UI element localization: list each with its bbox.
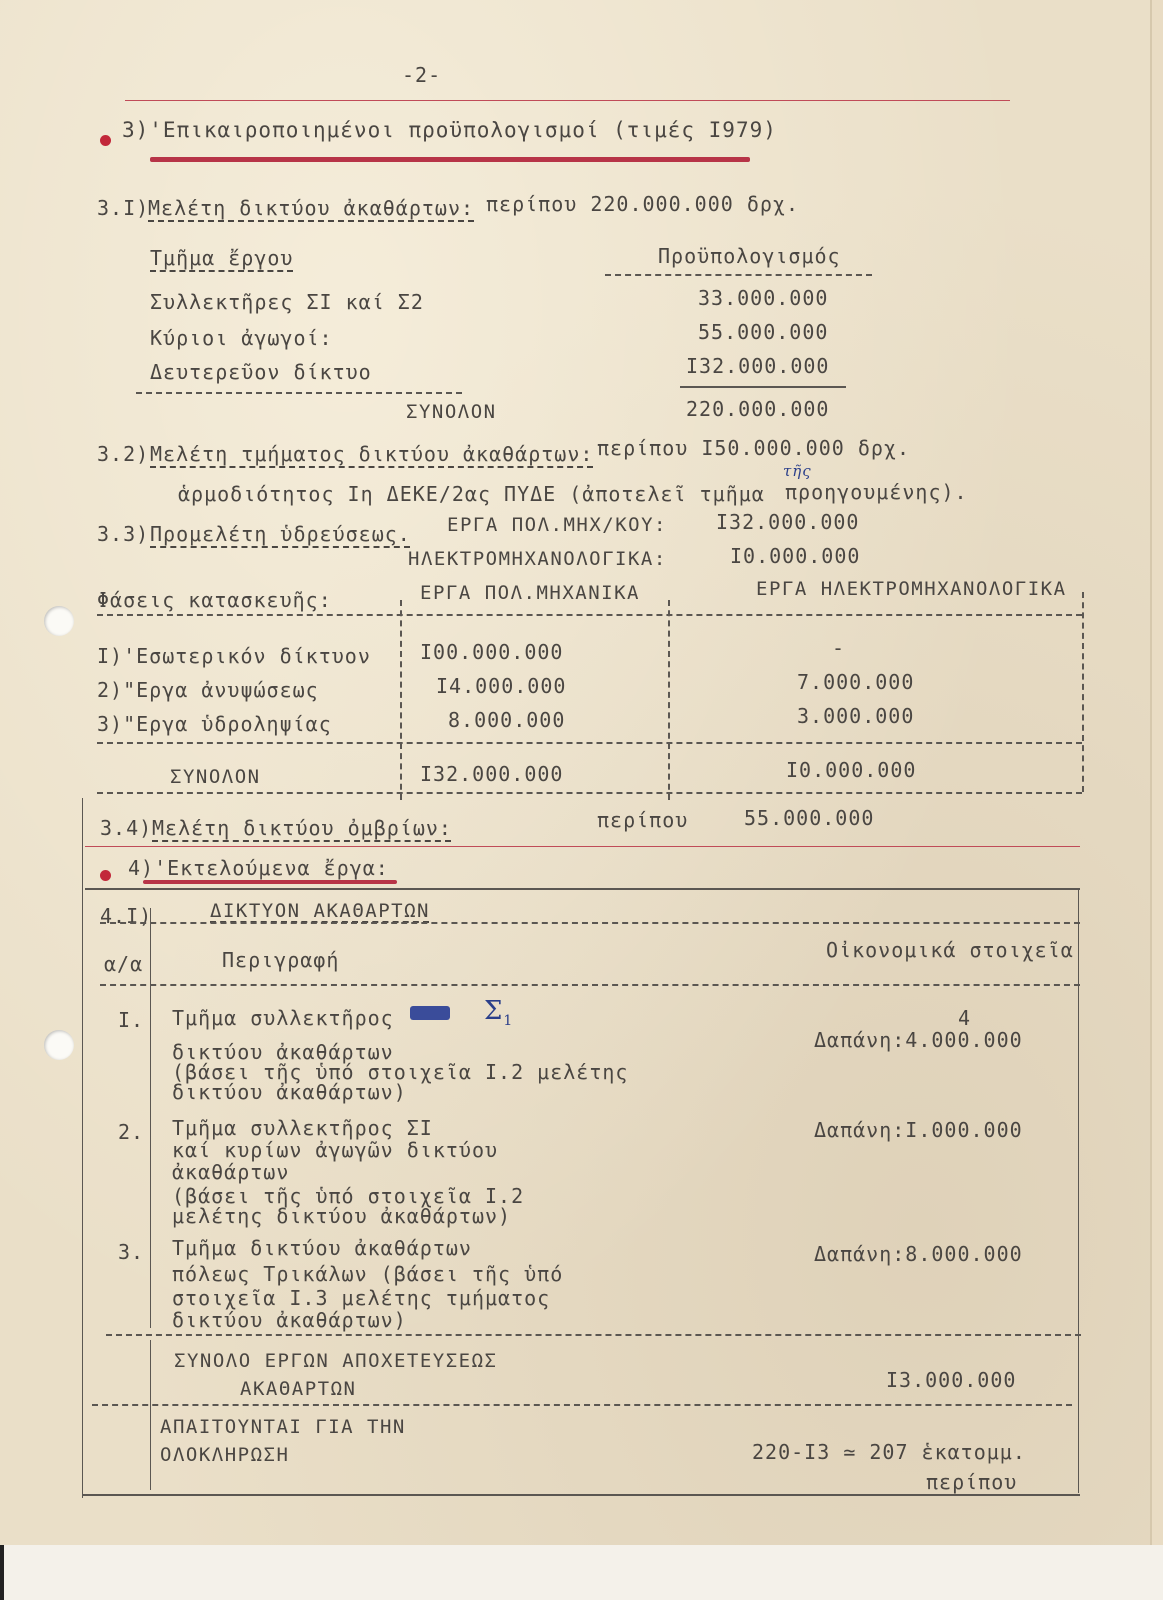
s41-item3-num: 3. [118,1240,145,1264]
s33-row1-civil: Ι00.000.000 [420,640,564,664]
s31-text: περίπου 220.000.000 δρχ. [486,192,799,216]
rule [82,1494,1080,1496]
handwritten-sigma: $\Sigma_1$ [484,996,514,1030]
s41-title: ΔΙΚΤΥΟΝ ΑΚΑΘΑΡΤΩΝ [210,900,430,922]
s31-row1-value: 33.000.000 [698,286,829,310]
s34-text1: περίπου [597,808,689,832]
s32-text: περίπου Ι50.000.000 δρχ. [597,436,910,460]
s31-row3-label: Δευτερεῦον δίκτυο [150,360,372,384]
rule [680,386,846,388]
s33-col-electro: ΕΡΓΑ ΗΛΕΚΤΡΟΜΗΧΑΝΟΛΟΓΙΚΑ [756,578,1067,600]
s41-item3-line2: πόλεως Τρικάλων (βάσει τῆς ὑπό [172,1262,564,1286]
rule [82,798,83,1498]
s31-title: Μελέτη δικτύου ἀκαθάρτων: [148,196,475,220]
s31-row1-label: Συλλεκτῆρες ΣΙ καί Σ2 [150,290,424,314]
red-rule [85,846,1080,847]
s33-row3-label: 3)"Εργα ὑδροληψίας [97,712,332,736]
s41-item1-line1: Τμῆμα συλλεκτῆρος [172,1006,394,1030]
section4-title: 4)'Εκτελούμενα ἔργα: [128,856,389,880]
s33-row2-electro: 7.000.000 [797,670,915,694]
s33-col-civil: ΕΡΓΑ ΠΟΛ.ΜΗΧΑΝΙΚΑ [420,582,640,604]
s31-num: 3.Ι) [97,196,150,220]
ink-scribble [410,1006,450,1020]
rule [605,274,872,276]
rule [400,600,402,800]
s33-row3-civil: 8.000.000 [448,708,566,732]
s41-req-line2: ΟΛΟΚΛΗΡΩΣΗ [160,1444,290,1466]
s33-value1: Ι32.000.000 [716,510,860,534]
s33-label2: ΗΛΕΚΤΡΟΜΗΧΑΝΟΛΟΓΙΚΑ: [408,548,667,570]
s41-item2-cost: Δαπάνη:Ι.000.000 [814,1118,1023,1142]
s31-col-budget: Προϋπολογισμός [658,244,841,268]
s41-item1-num: Ι. [118,1008,145,1032]
s41-item1-line3: (βάσει τῆς ὑπό στοιχεῖα Ι.2 μελέτης [172,1060,629,1084]
handwritten-note: τῆς [783,462,812,480]
s41-item3-line3: στοιχεῖα Ι.3 μελέτης τμήματος [172,1286,551,1310]
s41-item2-line5: μελέτης δικτύου ἀκαθάρτων) [172,1204,512,1228]
s33-total-civil: Ι32.000.000 [420,762,564,786]
s31-col-part: Τμῆμα ἔργου [150,246,294,270]
rule [100,922,1080,924]
s41-col-desc: Περιγραφή [222,948,340,972]
s33-row2-label: 2)"Εργα ἀνυψώσεως [97,678,319,702]
scan-edge [0,1545,4,1600]
s33-value2: Ι0.000.000 [730,544,861,568]
handwritten-digit: 4 [958,1006,972,1030]
s41-total-line2: ΑΚΑΘΑΡΤΩΝ [240,1378,357,1400]
s33-num: 3.3) [97,522,150,546]
s33-row1-label: Ι)'Εσωτερικόν δίκτυον [97,644,371,668]
s33-col-phases: Φάσεις κατασκευῆς: [97,588,332,612]
s32-num: 3.2) [97,442,150,466]
s41-item2-line4: (βάσει τῆς ὑπό στοιχεῖα Ι.2 [172,1184,525,1208]
s41-req-value: 220-Ι3 ≃ 207 ἑκατομμ. [752,1440,1026,1464]
rule [136,392,462,394]
red-bullet [100,135,111,146]
rule [97,742,1082,744]
scan-background [0,1545,1163,1600]
s34-title: Μελέτη δικτύου ὀμβρίων: [152,816,452,840]
s33-row1-electro: - [832,636,846,660]
page-number: -2- [402,63,442,87]
s41-total-line1: ΣΥΝΟΛΟ ΕΡΓΩΝ ΑΠΟΧΕΤΕΥΣΕΩΣ [174,1350,498,1372]
s31-total-label: ΣΥΝΟΛΟΝ [406,401,497,423]
s33-total-label: ΣΥΝΟΛΟΝ [170,766,261,788]
s34-text2: 55.000.000 [744,806,875,830]
red-rule [125,100,1010,101]
red-underline [150,157,750,162]
s41-item2-num: 2. [118,1120,145,1144]
s41-col-econ: Οἰκονομικά στοιχεῖα [826,938,1074,962]
s41-item3-line1: Τμῆμα δικτύου ἀκαθάρτων [172,1236,472,1260]
s33-total-electro: Ι0.000.000 [786,758,917,782]
s31-total-value: 220.000.000 [686,397,830,421]
s32-line2b: προηγουμένης). [785,480,968,504]
s32-title: Μελέτη τμήματος δικτύου ἀκαθάρτων: [150,442,594,466]
s41-item2-line1: Τμῆμα συλλεκτῆρος ΣΙ [172,1116,433,1140]
s41-item1-cost: Δαπάνη:4.000.000 [814,1028,1023,1052]
rule [668,600,670,800]
s41-req-line1: ΑΠΑΙΤΟΥΝΤΑΙ ΓΙΑ ΤΗΝ [160,1416,406,1438]
s41-item1-line2: δικτύου ἀκαθάρτων [172,1040,394,1064]
s31-row2-label: Κύριοι ἀγωγοί: [150,326,333,350]
s31-row2-value: 55.000.000 [698,320,829,344]
punch-hole [44,1030,74,1060]
red-bullet [100,870,111,881]
rule [1078,888,1079,1493]
s33-title: Προμελέτη ὑδρεύσεως. [150,522,411,546]
s41-item3-line4: δικτύου ἀκαθάρτων) [172,1308,407,1332]
s32-line2a: ἁρμοδιότητος Ιη ΔΕΚΕ/2ας ΠΥΔΕ (ἀποτελεῖ τμῆμα [178,482,765,506]
s31-row3-value: Ι32.000.000 [686,354,830,378]
s41-item1-line4: δικτύου ἀκαθάρτων) [172,1080,407,1104]
s41-item2-line3: ἀκαθάρτων [172,1160,290,1184]
rule [150,908,151,1328]
s33-label1: ΕΡΓΑ ΠΟΛ.ΜΗΧ/ΚΟΥ: [447,514,667,536]
rule [97,614,1082,616]
rule [1082,592,1084,792]
rule [92,1404,1072,1406]
s41-total-value: Ι3.000.000 [886,1368,1017,1392]
s41-item3-cost: Δαπάνη:8.000.000 [814,1242,1023,1266]
rule [97,792,1082,794]
rule [100,984,1080,986]
rule [85,888,1080,890]
s33-row3-electro: 3.000.000 [797,704,915,728]
section3-title: 3)'Επικαιροποιημένοι προϋπολογισμοί (τιμές Ι979) [122,118,777,142]
punch-hole [44,606,74,636]
s41-req-value2: περίπου [926,1470,1018,1494]
red-underline [143,880,397,884]
s33-row2-civil: Ι4.000.000 [436,674,567,698]
s41-item2-line2: καί κυρίων ἀγωγῶν δικτύου [172,1138,499,1162]
s41-col-num: α/α [104,952,144,976]
s34-num: 3.4) [100,816,153,840]
s41-num: 4.Ι) [100,904,153,928]
rule [106,1334,1081,1336]
rule [150,1340,151,1490]
